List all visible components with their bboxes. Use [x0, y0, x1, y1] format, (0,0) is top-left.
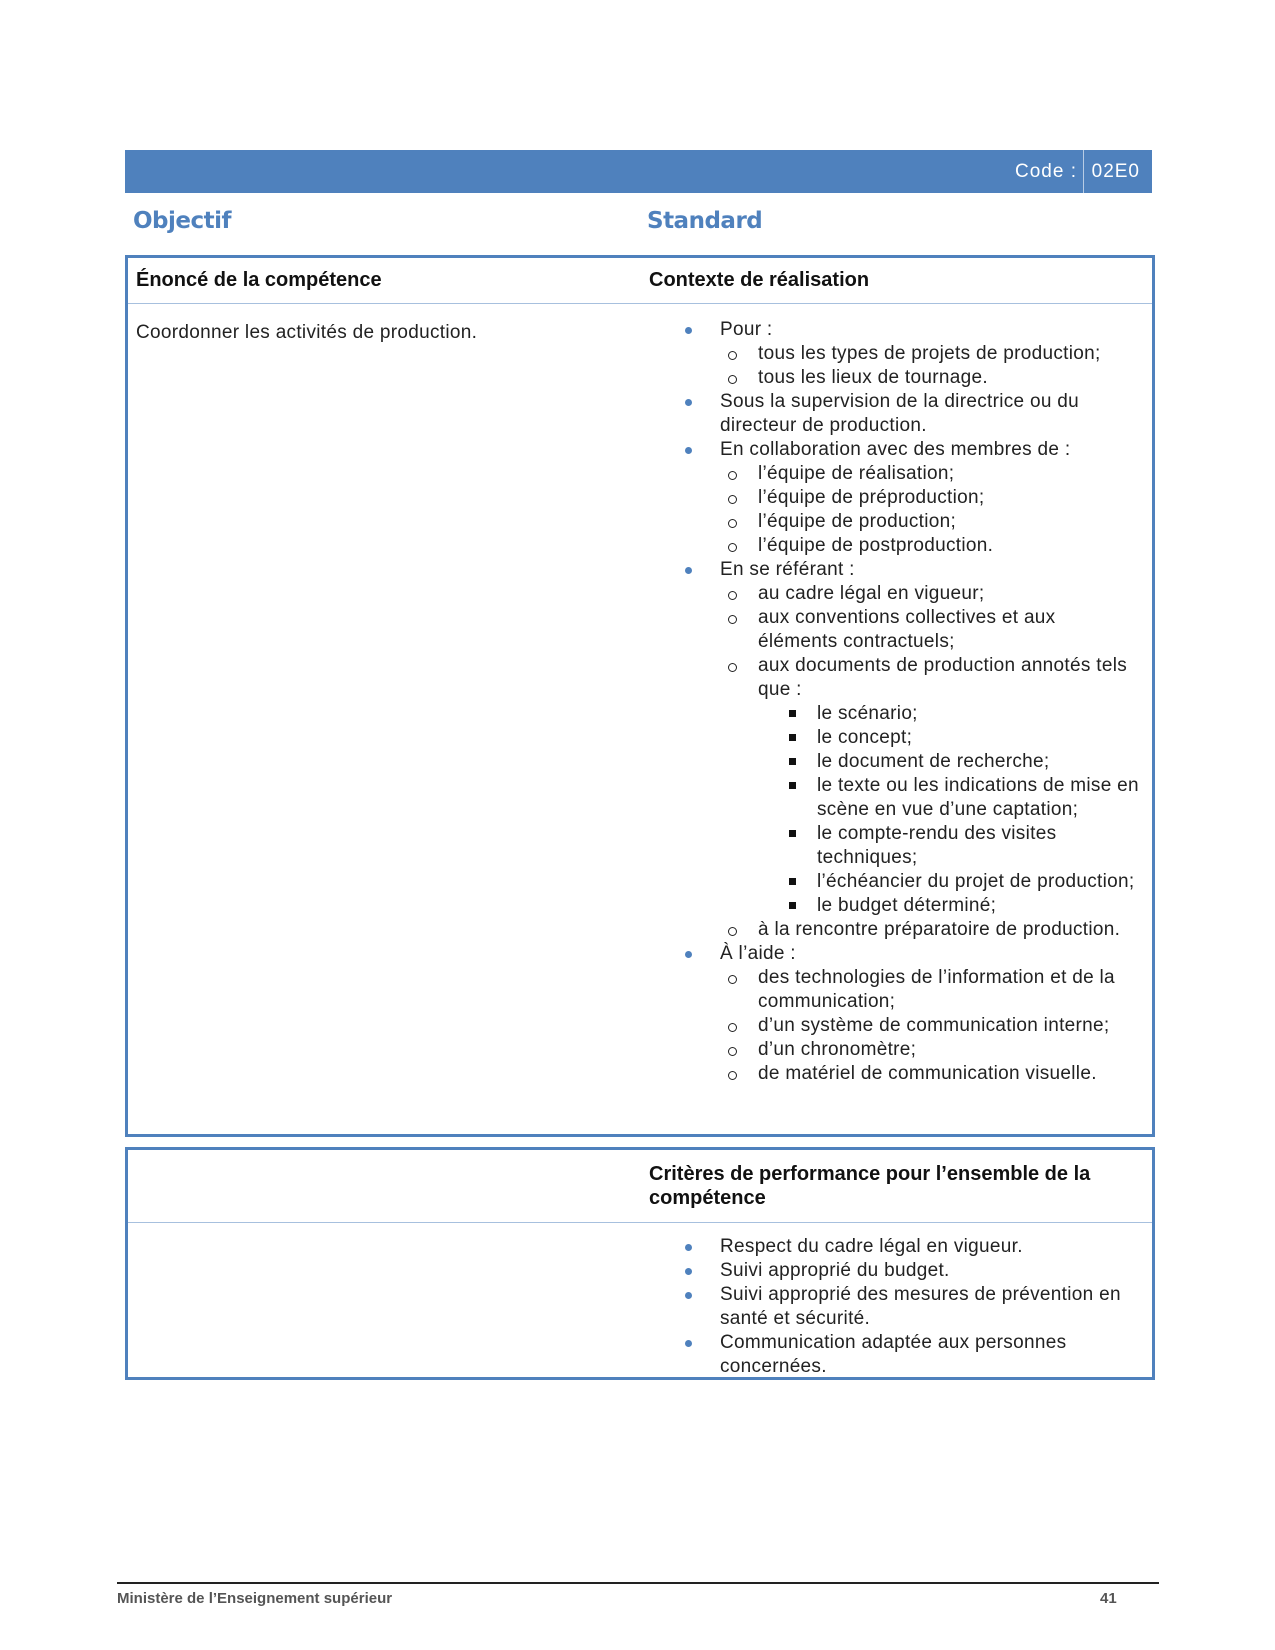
square-bullet-icon — [789, 878, 796, 885]
list-item: En se référant : au cadre légal en vigueur; aux conventions collectives et aux éléments contractuels; aux documents de production annotés tels que : le scénario; le concept; le document de recherche; le texte ou les indications de mise en scène en vue d’une captation; le compte-rendu des visites techniques; l’échéancier du projet de production; le budget déterminé; à la rencontre préparatoire de production. — [720, 558, 1140, 942]
circle-bullet-icon — [728, 543, 737, 552]
objectif-heading: Objectif — [133, 208, 232, 234]
bullet-icon — [685, 1292, 692, 1299]
circle-bullet-icon — [728, 1071, 737, 1080]
list-item: aux conventions collectives et aux éléments contractuels; — [758, 606, 1140, 654]
code-bar — [125, 150, 1152, 193]
list-item: le concept; — [817, 726, 1140, 750]
list-item: des technologies de l’information et de la communication; — [758, 966, 1140, 1014]
circle-bullet-icon — [728, 495, 737, 504]
list-item: tous les lieux de tournage. — [758, 366, 1140, 390]
list-item: de matériel de communication visuelle. — [758, 1062, 1140, 1086]
footer-ministry: Ministère de l’Enseignement supérieur — [117, 1590, 393, 1607]
competence-box-header — [128, 258, 1152, 304]
competence-box — [125, 255, 1155, 1137]
square-bullet-icon — [789, 710, 796, 717]
circle-bullet-icon — [728, 351, 737, 360]
list-item: le scénario; — [817, 702, 1140, 726]
circle-bullet-icon — [728, 591, 737, 600]
criteria-list — [720, 1235, 1140, 1379]
contexte-list — [720, 318, 1140, 1086]
bullet-icon — [685, 1340, 692, 1347]
circle-bullet-icon — [728, 615, 737, 624]
list-item: aux documents de production annotés tels que : le scénario; le concept; le document de recherche; le texte ou les indications de mise en scène en vue d’une captation; le compte-rendu des visites techniques; l’échéancier du projet de production; le budget déterminé; — [758, 654, 1140, 918]
circle-bullet-icon — [728, 1023, 737, 1032]
list-item: l’équipe de postproduction. — [758, 534, 1140, 558]
bullet-icon — [685, 1244, 692, 1251]
list-item: le document de recherche; — [817, 750, 1140, 774]
bullet-icon — [685, 1268, 692, 1275]
page-number: 41 — [1100, 1590, 1117, 1607]
list-item: l’échéancier du projet de production; — [817, 870, 1140, 894]
code-value: 02E0 — [1091, 161, 1140, 182]
contexte-header: Contexte de réalisation — [649, 269, 870, 291]
circle-bullet-icon — [728, 471, 737, 480]
list-item: le texte ou les indications de mise en scène en vue d’une captation; — [817, 774, 1140, 822]
list-item: Communication adaptée aux personnes concernées. — [720, 1331, 1140, 1379]
list-item: En collaboration avec des membres de : l’équipe de réalisation; l’équipe de préproduction; l’équipe de production; l’équipe de postproduction. — [720, 438, 1140, 558]
criteres-header: Critères de performance pour l’ensemble de la compétence — [649, 1163, 1091, 1209]
list-item: Respect du cadre légal en vigueur. — [720, 1235, 1140, 1259]
list-item: le budget déterminé; — [817, 894, 1140, 918]
bullet-icon — [685, 447, 692, 454]
bullet-icon — [685, 951, 692, 958]
list-item: l’équipe de préproduction; — [758, 486, 1140, 510]
list-item: d’un système de communication interne; — [758, 1014, 1140, 1038]
bullet-icon — [685, 327, 692, 334]
list-item: Pour : tous les types de projets de production; tous les lieux de tournage. — [720, 318, 1140, 390]
circle-bullet-icon — [728, 375, 737, 384]
bullet-icon — [685, 567, 692, 574]
list-item: À l’aide : des technologies de l’information et de la communication; d’un système de communication interne; d’un chronomètre; de matériel de communication visuelle. — [720, 942, 1140, 1086]
list-item: le compte-rendu des visites techniques; — [817, 822, 1140, 870]
circle-bullet-icon — [728, 1047, 737, 1056]
standard-heading: Standard — [647, 208, 763, 234]
square-bullet-icon — [789, 782, 796, 789]
list-item: Suivi approprié du budget. — [720, 1259, 1140, 1283]
square-bullet-icon — [789, 902, 796, 909]
list-item: au cadre légal en vigueur; — [758, 582, 1140, 606]
criteria-box-header — [128, 1150, 1152, 1223]
list-item: d’un chronomètre; — [758, 1038, 1140, 1062]
criteria-box — [125, 1147, 1155, 1380]
circle-bullet-icon — [728, 519, 737, 528]
bullet-icon — [685, 399, 692, 406]
list-item: à la rencontre préparatoire de production. — [758, 918, 1140, 942]
list-item: Suivi approprié des mesures de prévention en santé et sécurité. — [720, 1283, 1140, 1331]
footer-divider — [117, 1582, 1159, 1584]
list-item: l’équipe de réalisation; — [758, 462, 1140, 486]
circle-bullet-icon — [728, 975, 737, 984]
code-label: Code : — [1015, 161, 1077, 182]
circle-bullet-icon — [728, 663, 737, 672]
enonce-header: Énoncé de la compétence — [136, 269, 382, 291]
list-item: l’équipe de production; — [758, 510, 1140, 534]
list-item: Sous la supervision de la directrice ou du directeur de production. — [720, 390, 1140, 438]
circle-bullet-icon — [728, 927, 737, 936]
square-bullet-icon — [789, 758, 796, 765]
square-bullet-icon — [789, 830, 796, 837]
list-item: tous les types de projets de production; — [758, 342, 1140, 366]
competence-statement: Coordonner les activités de production. — [136, 322, 478, 343]
code-separator — [1083, 150, 1084, 193]
square-bullet-icon — [789, 734, 796, 741]
